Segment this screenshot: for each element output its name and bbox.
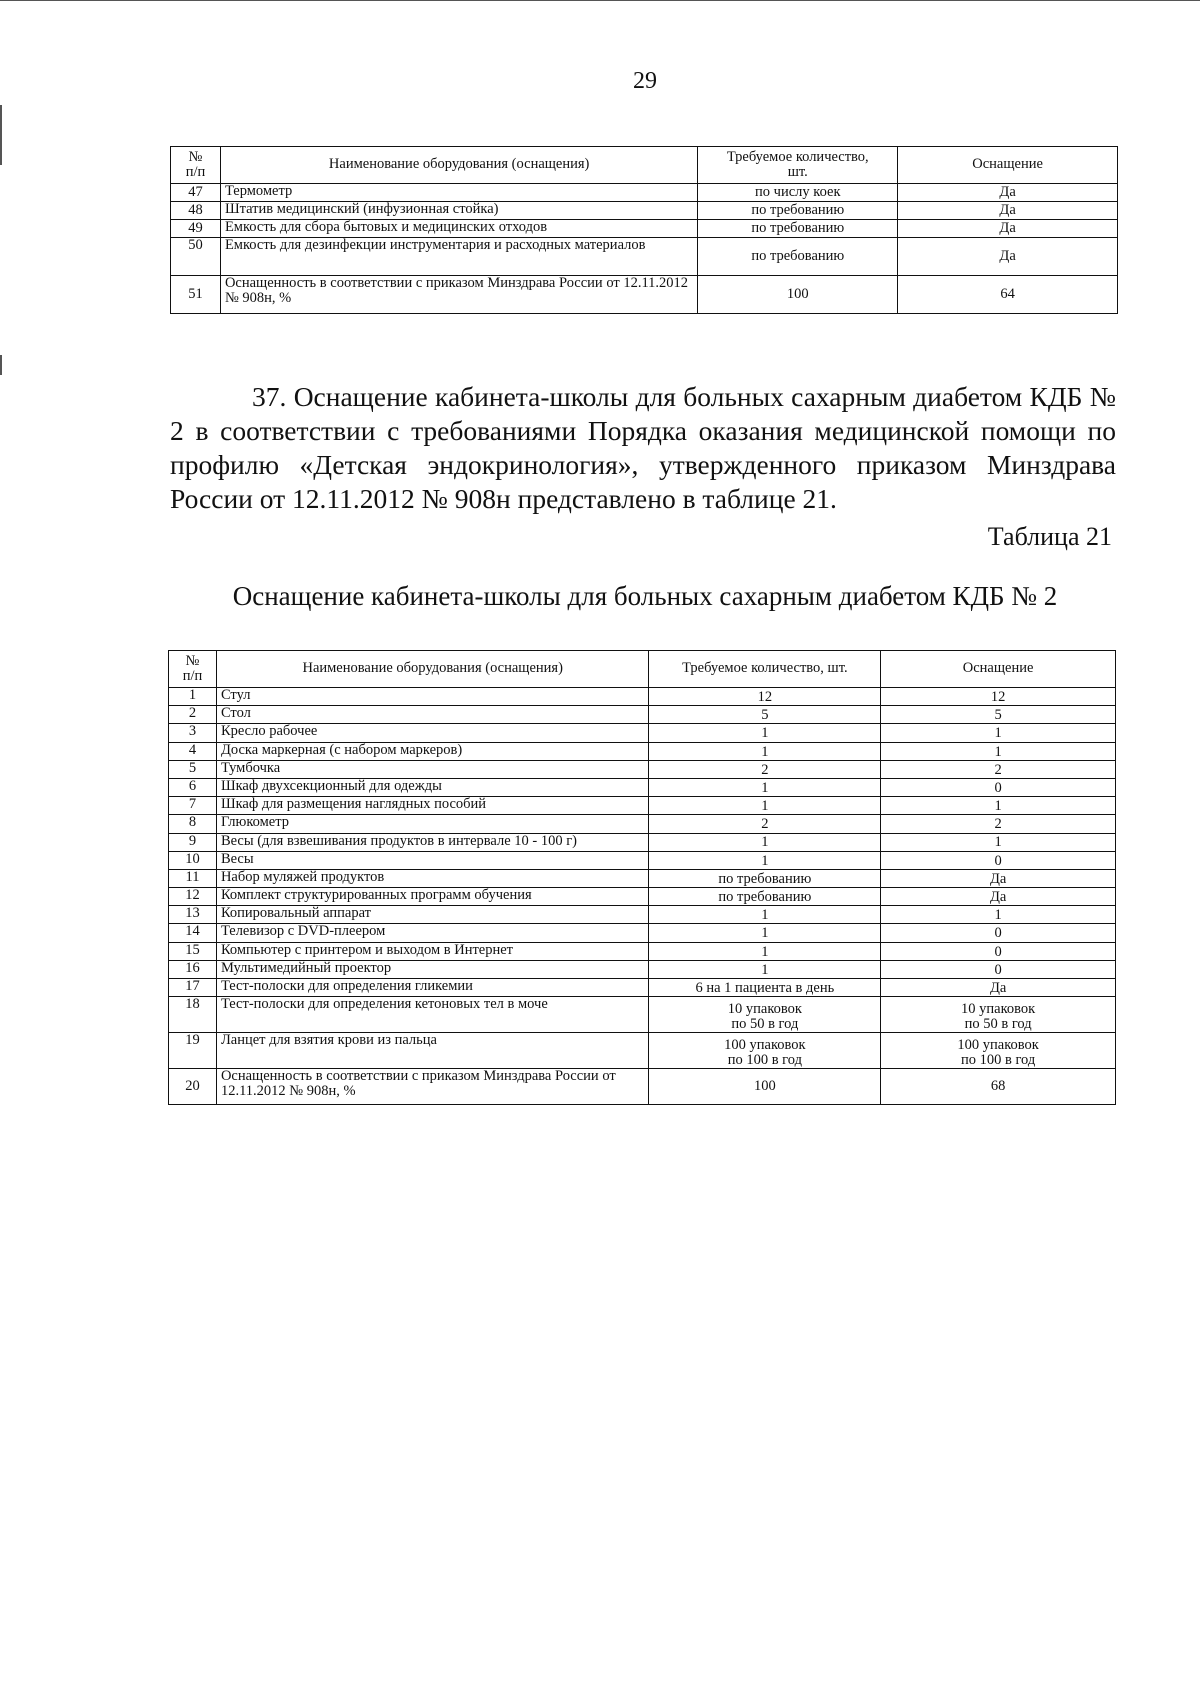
table-row [169,706,1116,724]
row-name: Глюкометр [216,815,649,833]
table-row [169,833,1116,851]
row-qty: 1 [649,797,881,815]
row-qty: по числу коек [698,184,898,202]
row-name: Оснащенность в соответствии с приказом Минздрава России от 12.11.2012 № 908н, % [220,276,697,314]
row-name: Штатив медицинский (инфузионная стойка) [220,202,697,220]
table-row [171,220,1118,238]
col-header-equipped: Оснащение [898,147,1118,184]
row-qty: 1 [649,742,881,760]
row-num: 13 [169,906,217,924]
col-header-equipped: Оснащение [881,651,1116,688]
row-qty: по требованию [649,869,881,887]
row-equipped: Да [898,220,1118,238]
row-qty: по требованию [698,238,898,276]
table-row [169,869,1116,887]
row-equipped: 1 [881,906,1116,924]
table-row [171,184,1118,202]
row-qty: 1 [649,942,881,960]
row-qty: 12 [649,688,881,706]
row-name: Копировальный аппарат [216,906,649,924]
row-name: Весы (для взвешивания продуктов в интервале 10 - 100 г) [216,833,649,851]
scan-margin-mark [0,105,2,165]
row-num: 3 [169,724,217,742]
table-row [169,724,1116,742]
table-row [169,942,1116,960]
row-name: Комплект структурированных программ обучения [216,888,649,906]
row-qty: 2 [649,760,881,778]
row-equipped: 64 [898,276,1118,314]
row-name: Весы [216,851,649,869]
row-num: 20 [169,1069,217,1105]
row-name: Ланцет для взятия крови из пальца [216,1033,649,1069]
row-equipped: 0 [881,851,1116,869]
row-equipped: 100 упаковок по 100 в год [881,1033,1116,1069]
row-name: Кресло рабочее [216,724,649,742]
row-name: Мультимедийный проектор [216,960,649,978]
table-row [169,815,1116,833]
row-equipped: 12 [881,688,1116,706]
col-header-name: Наименование оборудования (оснащения) [220,147,697,184]
row-qty: 10 упаковок по 50 в год [649,997,881,1033]
row-num: 8 [169,815,217,833]
table-row [169,888,1116,906]
row-name: Телевизор с DVD-плеером [216,924,649,942]
row-num: 10 [169,851,217,869]
row-equipped: Да [881,979,1116,997]
row-equipped: 1 [881,797,1116,815]
row-num: 14 [169,924,217,942]
row-equipped: Да [881,869,1116,887]
row-equipped: 0 [881,942,1116,960]
table-row [171,238,1118,276]
row-qty: 100 [698,276,898,314]
row-num: 12 [169,888,217,906]
table-row [169,924,1116,942]
row-name: Термометр [220,184,697,202]
row-name: Набор муляжей продуктов [216,869,649,887]
row-qty: 1 [649,924,881,942]
row-num: 51 [171,276,221,314]
row-qty: по требованию [649,888,881,906]
row-equipped: 1 [881,742,1116,760]
row-num: 17 [169,979,217,997]
row-num: 4 [169,742,217,760]
row-name: Шкаф двухсекционный для одежды [216,778,649,796]
row-equipped: 0 [881,960,1116,978]
row-equipped: 2 [881,815,1116,833]
table-row [169,1033,1116,1069]
table-row [169,906,1116,924]
row-qty: 1 [649,724,881,742]
scan-margin-mark [0,355,2,375]
row-num: 50 [171,238,221,276]
col-header-qty: Требуемое количество, шт. [698,147,898,184]
row-num: 2 [169,706,217,724]
row-equipped: Да [881,888,1116,906]
row-qty: 1 [649,833,881,851]
row-num: 19 [169,1033,217,1069]
row-name: Компьютер с принтером и выходом в Интернет [216,942,649,960]
row-qty: 1 [649,851,881,869]
col-header-qty: Требуемое количество, шт. [649,651,881,688]
page-number: 29 [633,68,657,94]
row-num: 47 [171,184,221,202]
row-equipped: 0 [881,778,1116,796]
row-num: 16 [169,960,217,978]
row-num: 15 [169,942,217,960]
row-num: 1 [169,688,217,706]
row-qty: 1 [649,906,881,924]
equipment-table-21 [168,650,1116,1105]
row-equipped: Да [898,238,1118,276]
row-num: 5 [169,760,217,778]
section-paragraph: 37. Оснащение кабинета-школы для больных сахарным диабетом КДБ № 2 в соответствии с требованиями Порядка оказания медицинской помощи по профилю «Детская эндокринология», утвержденного приказом Минздрава России от 12.11.2012 № 908н представлено в таблице 21. [170,380,1116,514]
table-row [169,797,1116,815]
row-qty: 2 [649,815,881,833]
row-equipped: 1 [881,833,1116,851]
table-row [169,1069,1116,1105]
table-row [169,778,1116,796]
row-num: 11 [169,869,217,887]
row-name: Оснащенность в соответствии с приказом Минздрава России от 12.11.2012 № 908н, % [216,1069,649,1105]
row-qty: по требованию [698,220,898,238]
row-name: Емкость для дезинфекции инструментария и расходных материалов [220,238,697,276]
equipment-table-continued [170,146,1118,314]
row-qty: 1 [649,960,881,978]
row-qty: 6 на 1 пациента в день [649,979,881,997]
table-row [171,202,1118,220]
row-equipped: 68 [881,1069,1116,1105]
row-equipped: 0 [881,924,1116,942]
row-qty: по требованию [698,202,898,220]
row-num: 48 [171,202,221,220]
row-qty: 100 [649,1069,881,1105]
row-name: Стул [216,688,649,706]
row-qty: 5 [649,706,881,724]
row-num: 6 [169,778,217,796]
table-row [169,742,1116,760]
row-equipped: Да [898,184,1118,202]
row-num: 49 [171,220,221,238]
row-qty: 1 [649,778,881,796]
row-num: 9 [169,833,217,851]
col-header-num: № п/п [169,651,217,688]
table-title: Оснащение кабинета-школы для больных сахарным диабетом КДБ № 2 [232,581,1058,611]
col-header-num: № п/п [171,147,221,184]
row-name: Тумбочка [216,760,649,778]
table-row [169,960,1116,978]
table-row [169,979,1116,997]
row-name: Тест-полоски для определения кетоновых тел в моче [216,997,649,1033]
row-name: Тест-полоски для определения гликемии [216,979,649,997]
table-row [169,688,1116,706]
row-equipped: Да [898,202,1118,220]
row-name: Доска маркерная (с набором маркеров) [216,742,649,760]
row-name: Емкость для сбора бытовых и медицинских отходов [220,220,697,238]
row-equipped: 1 [881,724,1116,742]
col-header-name: Наименование оборудования (оснащения) [216,651,649,688]
table-row [169,760,1116,778]
table-row [171,276,1118,314]
row-num: 7 [169,797,217,815]
row-name: Стол [216,706,649,724]
row-num: 18 [169,997,217,1033]
row-qty: 100 упаковок по 100 в год [649,1033,881,1069]
scan-edge-line [0,0,1200,1]
row-equipped: 5 [881,706,1116,724]
table-row [169,997,1116,1033]
table-row [169,851,1116,869]
row-name: Шкаф для размещения наглядных пособий [216,797,649,815]
row-equipped: 2 [881,760,1116,778]
table-label: Таблица 21 [987,522,1112,551]
row-equipped: 10 упаковок по 50 в год [881,997,1116,1033]
